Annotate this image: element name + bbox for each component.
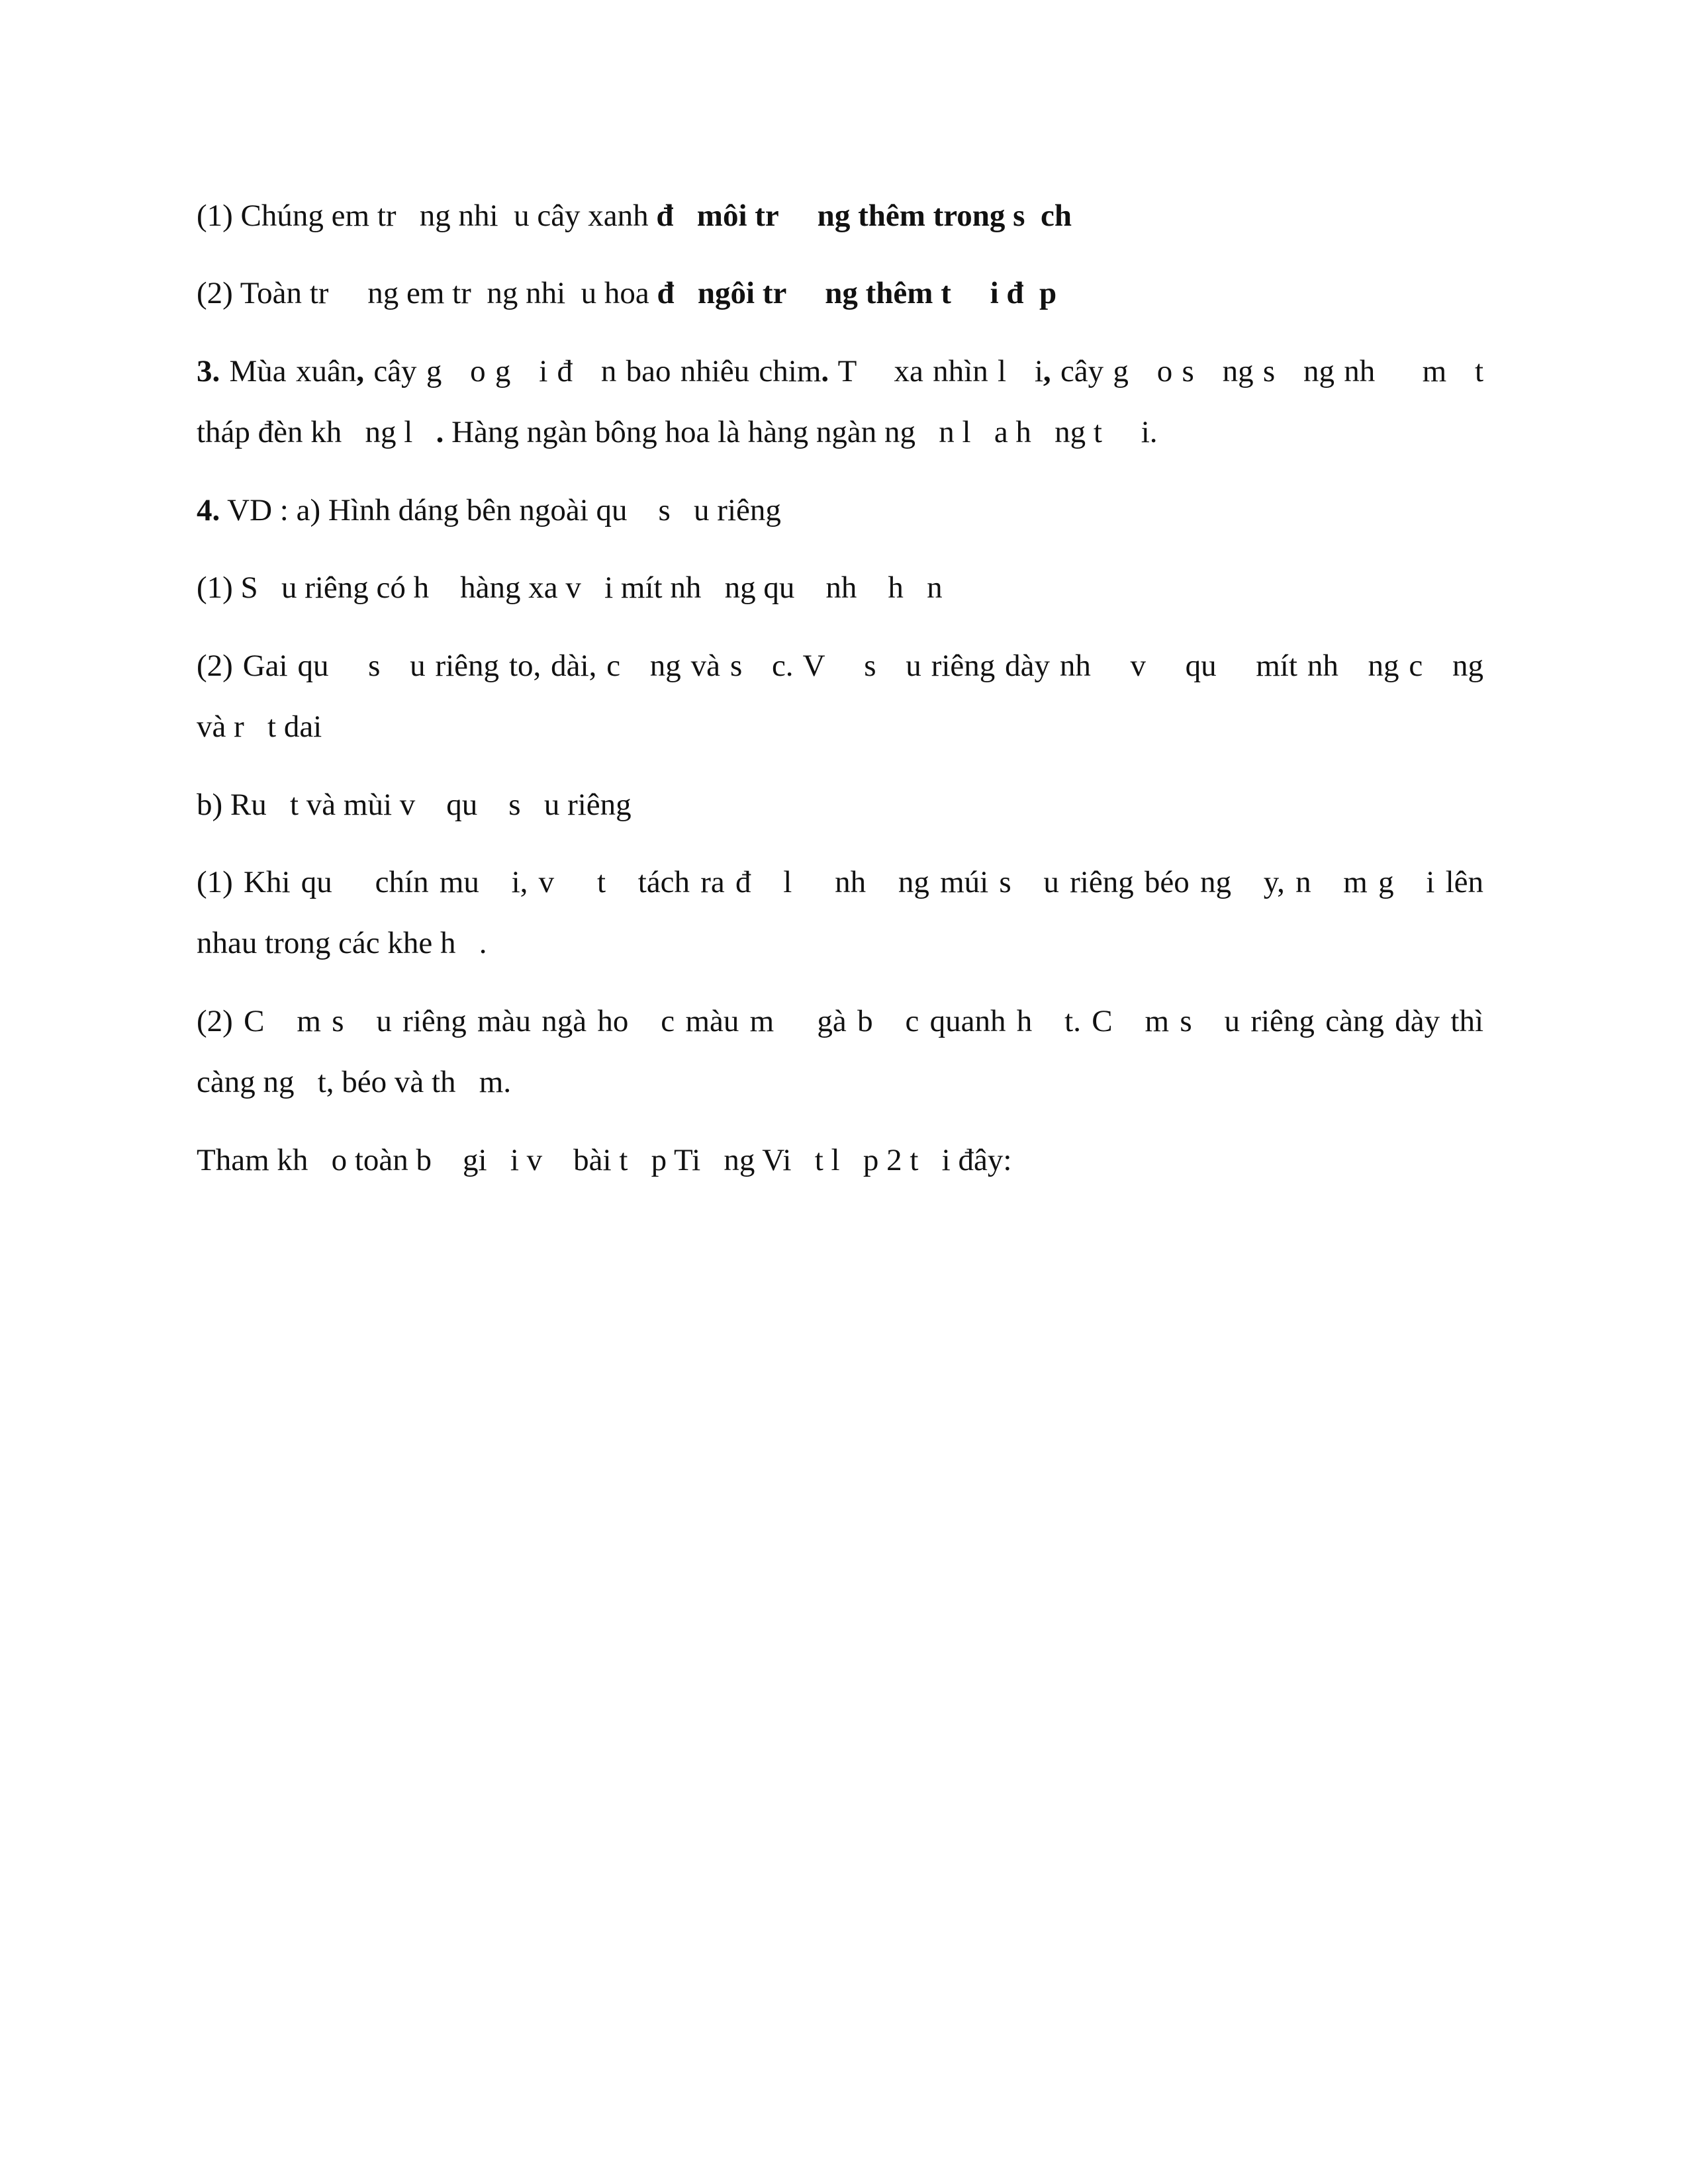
text-run: càng ng t, béo và th m.: [197, 1065, 512, 1099]
reference-link-text: [197, 1140, 1011, 1180]
text-run: VD : a) Hình dáng bên ngoài qu s u riêng: [220, 493, 781, 527]
text-run: T xa nhìn l i: [829, 354, 1043, 388]
answer-4b-line-2: [197, 923, 487, 963]
answer-2-line-1: [197, 196, 1072, 236]
bold-text-run: .: [436, 415, 444, 449]
text-run: (1) Chúng em tr ng nhi u cây xanh: [197, 199, 657, 233]
text-run: cây g o g i đ n bao nhiêu chim: [364, 354, 821, 388]
text-run: Tham kh o toàn b gi i v bài t p Ti ng Vi t l p 2 t i đây:: [197, 1143, 1012, 1177]
bold-text-run: ,: [356, 354, 365, 388]
text-run: Hàng ngàn bông hoa là hàng ngàn ng n l a h ng t i.: [444, 415, 1158, 449]
answer-4b-line-4: [197, 1062, 511, 1102]
answer-4a-line-1: [197, 568, 943, 608]
text-run: cây g o s ng s ng nh m t: [1051, 354, 1484, 388]
answer-4a-line-3: [197, 707, 322, 747]
answer-4b-line-3: [197, 1001, 1483, 1041]
text-run: nhau trong các khe h .: [197, 926, 487, 960]
bold-text-run: đ môi tr ng thêm trong s ch: [656, 199, 1072, 233]
answer-4-heading: [197, 490, 781, 530]
text-run: tháp đèn kh ng l: [197, 415, 436, 449]
text-run: (2) C m s u riêng màu ngà ho c màu m gà b c quanh h t. C m s u riêng càng dày thì: [197, 1004, 1483, 1038]
bold-text-run: 3.: [197, 354, 220, 388]
answer-3-line-2: [197, 412, 1158, 452]
text-run: và r t dai: [197, 709, 322, 744]
text-run: b) Ru t và mùi v qu s u riêng: [197, 788, 632, 822]
text-run: (1) S u riêng có h hàng xa v i mít nh ng qu nh h n: [197, 570, 943, 605]
text-run: (2) Gai qu s u riêng to, dài, c ng và s c. V s u riêng dày nh v qu mít nh ng c ng: [197, 649, 1483, 683]
answer-4a-line-2: [197, 646, 1483, 686]
answer-4b-line-1: [197, 862, 1483, 902]
bold-text-run: 4.: [197, 493, 220, 527]
bold-text-run: .: [821, 354, 829, 388]
text-run: Mùa xuân: [220, 354, 357, 388]
bold-text-run: đ ngôi tr ng thêm t i đ p: [657, 276, 1057, 310]
answer-4b-heading: [197, 785, 632, 825]
bold-text-run: ,: [1043, 354, 1051, 388]
answer-3-line-1: [197, 351, 1483, 391]
text-run: (1) Khi qu chín mu i, v t tách ra đ l nh ng múi s u riêng béo ng y, n m g i lên: [197, 865, 1483, 899]
text-run: (2) Toàn tr ng em tr ng nhi u hoa: [197, 276, 657, 310]
answer-2-line-2: [197, 273, 1056, 313]
